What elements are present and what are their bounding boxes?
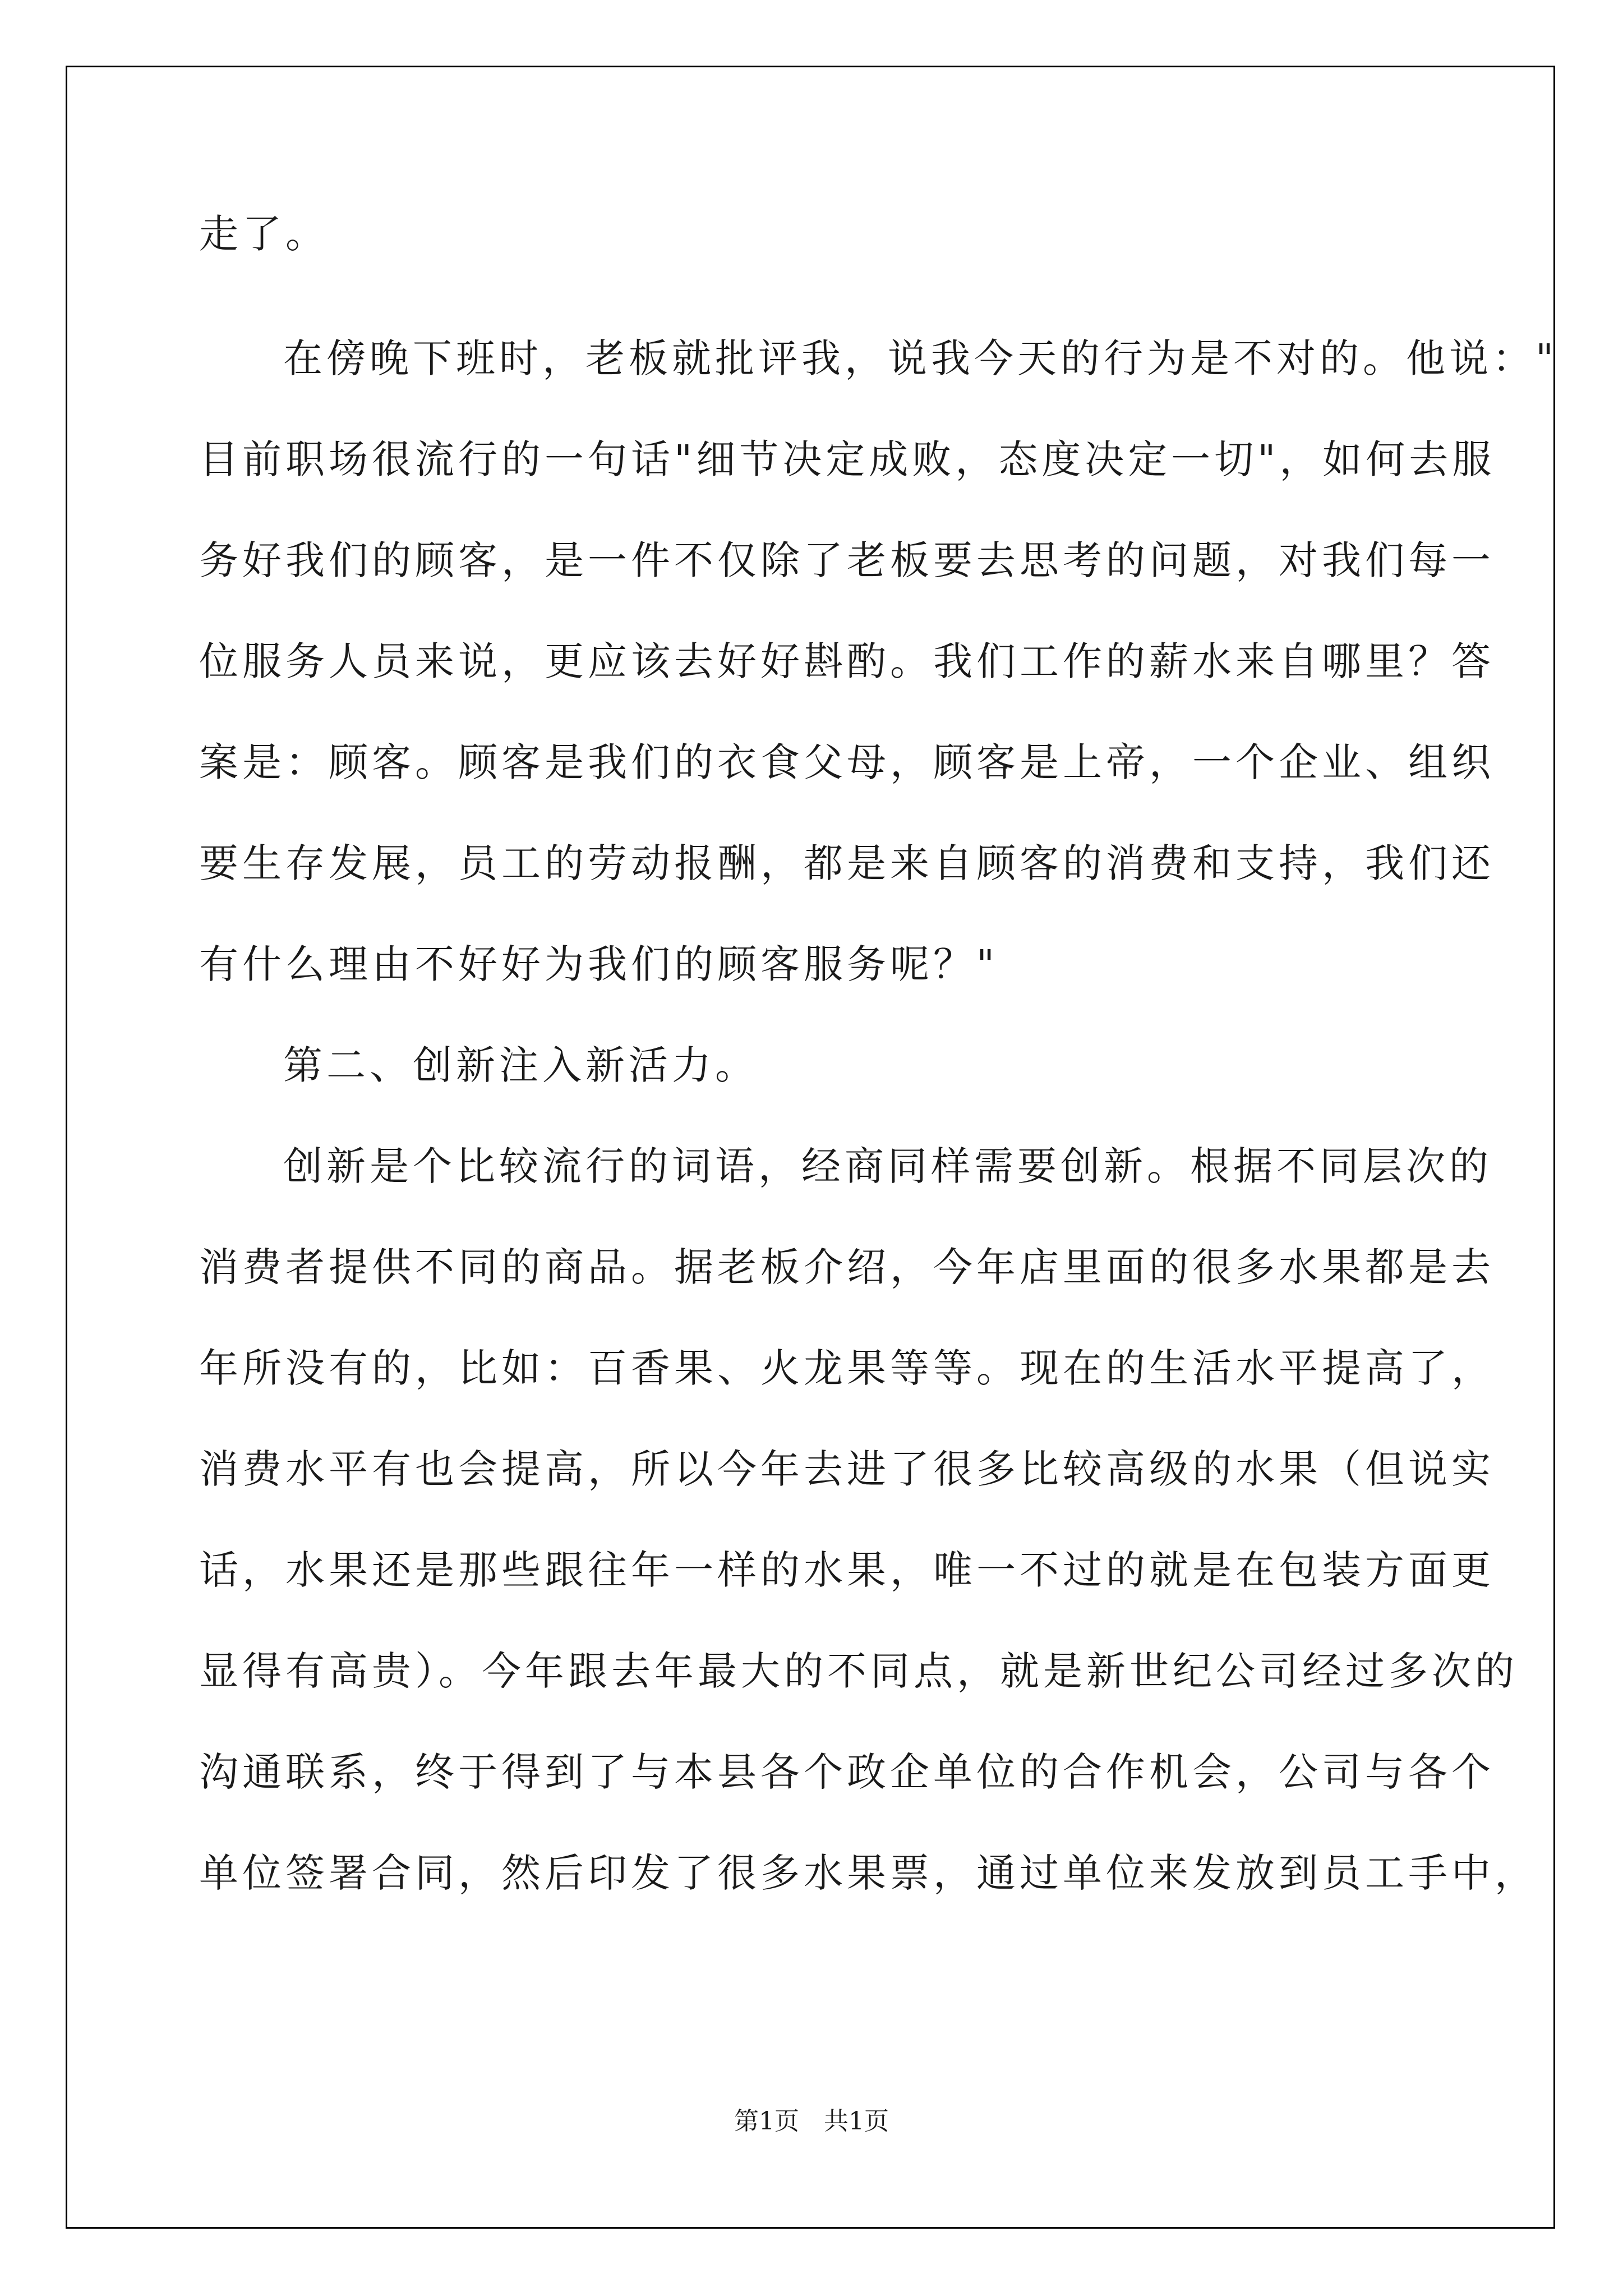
text-line: 在傍晚下班时，老板就批评我，说我今天的行为是不对的。他说：" [283,335,1558,381]
text-line: 位服务人员来说，更应该去好好斟酌。我们工作的薪水来自哪里？答 [199,638,1495,684]
text-line: 沟通联系，终于得到了与本县各个政企单位的合作机会，公司与各个 [199,1749,1495,1795]
text-line: 显得有高贵）。今年跟去年最大的不同点，就是新世纪公司经过多次的 [199,1648,1518,1694]
text-line: 消费者提供不同的商品。据老板介绍，今年店里面的很多水果都是去 [199,1244,1495,1290]
text-line: 消费水平有也会提高，所以今年去进了很多比较高级的水果（但说实 [199,1446,1495,1492]
text-line: 年所没有的，比如：百香果、火龙果等等。现在的生活水平提高了， [199,1345,1495,1391]
text-line: 走了。 [199,211,329,257]
text-line: 务好我们的顾客，是一件不仅除了老板要去思考的问题，对我们每一 [199,537,1495,583]
page-footer: 第1页 共1页 [734,2107,889,2136]
text-line: 有什么理由不好好为我们的顾客服务呢？" [199,941,999,987]
section-heading: 第二、创新注入新活力。 [283,1042,758,1088]
text-line: 单位签署合同，然后印发了很多水果票，通过单位来发放到员工手中， [199,1850,1538,1896]
text-line: 目前职场很流行的一句话"细节决定成败，态度决定一切"，如何去服 [199,436,1496,482]
text-line: 要生存发展，员工的劳动报酬，都是来自顾客的消费和支持，我们还 [199,840,1495,886]
text-line: 话，水果还是那些跟往年一样的水果，唯一不过的就是在包装方面更 [199,1547,1495,1593]
text-line: 案是：顾客。顾客是我们的衣食父母，顾客是上帝，一个企业、组织 [199,739,1495,785]
text-line: 创新是个比较流行的词语，经商同样需要创新。根据不同层次的 [283,1143,1492,1189]
